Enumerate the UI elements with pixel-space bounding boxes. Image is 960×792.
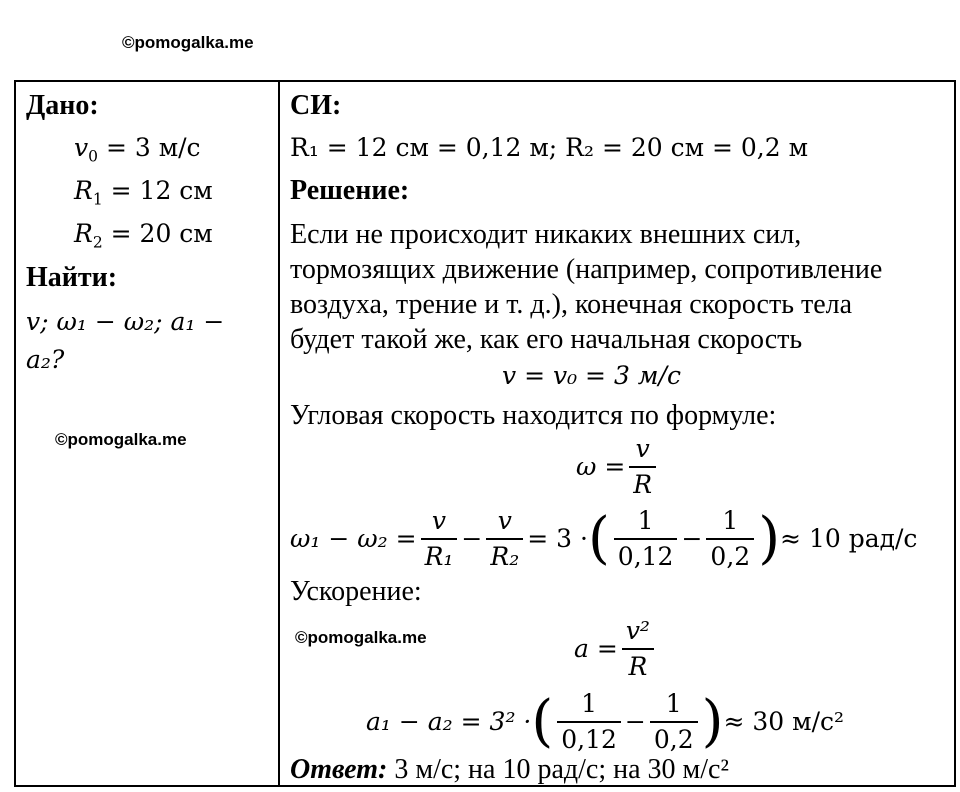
given-v0: $v_0 = 3$ м/с bbox=[74, 133, 201, 166]
answer-line bbox=[290, 754, 729, 786]
omega-formula: ω = $\frac{v}{R}$ bbox=[576, 432, 660, 502]
solution-heading: Решение: bbox=[290, 175, 410, 206]
given-r1: $R_1 = 12$ см bbox=[74, 176, 213, 209]
si-heading: СИ: bbox=[290, 90, 342, 121]
omega-difference-formula: ω₁ − ω₂ = $\frac{v}{\text{R₁}}$ − $\frac{v}{\text{R₂}}$ = 3 · ( $\frac{1}{0,12}$ − $\frac{1}{0,2}$ ) ≈ 10 рад/с bbox=[290, 506, 918, 571]
acceleration-text: Ускорение: bbox=[290, 576, 422, 607]
equation-v: v = v₀ = 3 м/с bbox=[502, 361, 681, 390]
find-heading: Найти: bbox=[26, 262, 118, 293]
watermark-left: ©pomogalka.me bbox=[55, 430, 187, 449]
si-line: R₁ = 12 см = 0,12 м; R₂ = 20 см = 0,2 м bbox=[290, 133, 809, 162]
acceleration-difference-formula: a₁ − a₂ = 3² · ( $\frac{1}{0,12}$ − $\frac{1}{0,2}$ ) ≈ 30 м/с² bbox=[366, 689, 845, 754]
column-divider bbox=[278, 82, 280, 785]
solution-para-line-1: Если не происходит никаких внешних сил, bbox=[290, 219, 802, 250]
acceleration-formula: a = $\frac{\text{v²}}{R}$ bbox=[574, 612, 658, 686]
find-line-2: a₂? bbox=[26, 345, 65, 374]
given-heading: Дано: bbox=[26, 90, 99, 121]
watermark-right: ©pomogalka.me bbox=[295, 628, 427, 647]
solution-para-line-3: воздуха, трение и т. д.), конечная скорость тела bbox=[290, 289, 853, 320]
solution-table bbox=[14, 80, 956, 787]
angular-text: Угловая скорость находится по формуле: bbox=[290, 400, 777, 431]
find-line-1: v; ω₁ − ω₂; a₁ − bbox=[26, 307, 225, 336]
solution-para-line-4: будет такой же, как его начальная скорость bbox=[290, 324, 803, 355]
answer-label: Ответ: bbox=[290, 754, 388, 785]
watermark-top: ©pomogalka.me bbox=[122, 33, 254, 52]
omega-fraction: $\frac{v}{R}$ bbox=[629, 432, 656, 502]
solution-para-line-2: тормозящих движение (например, сопротивление bbox=[290, 254, 883, 285]
answer-text: 3 м/с; на 10 рад/с; на 30 м/с² bbox=[394, 754, 729, 785]
given-r2: $R_2 = 20$ см bbox=[74, 219, 213, 252]
